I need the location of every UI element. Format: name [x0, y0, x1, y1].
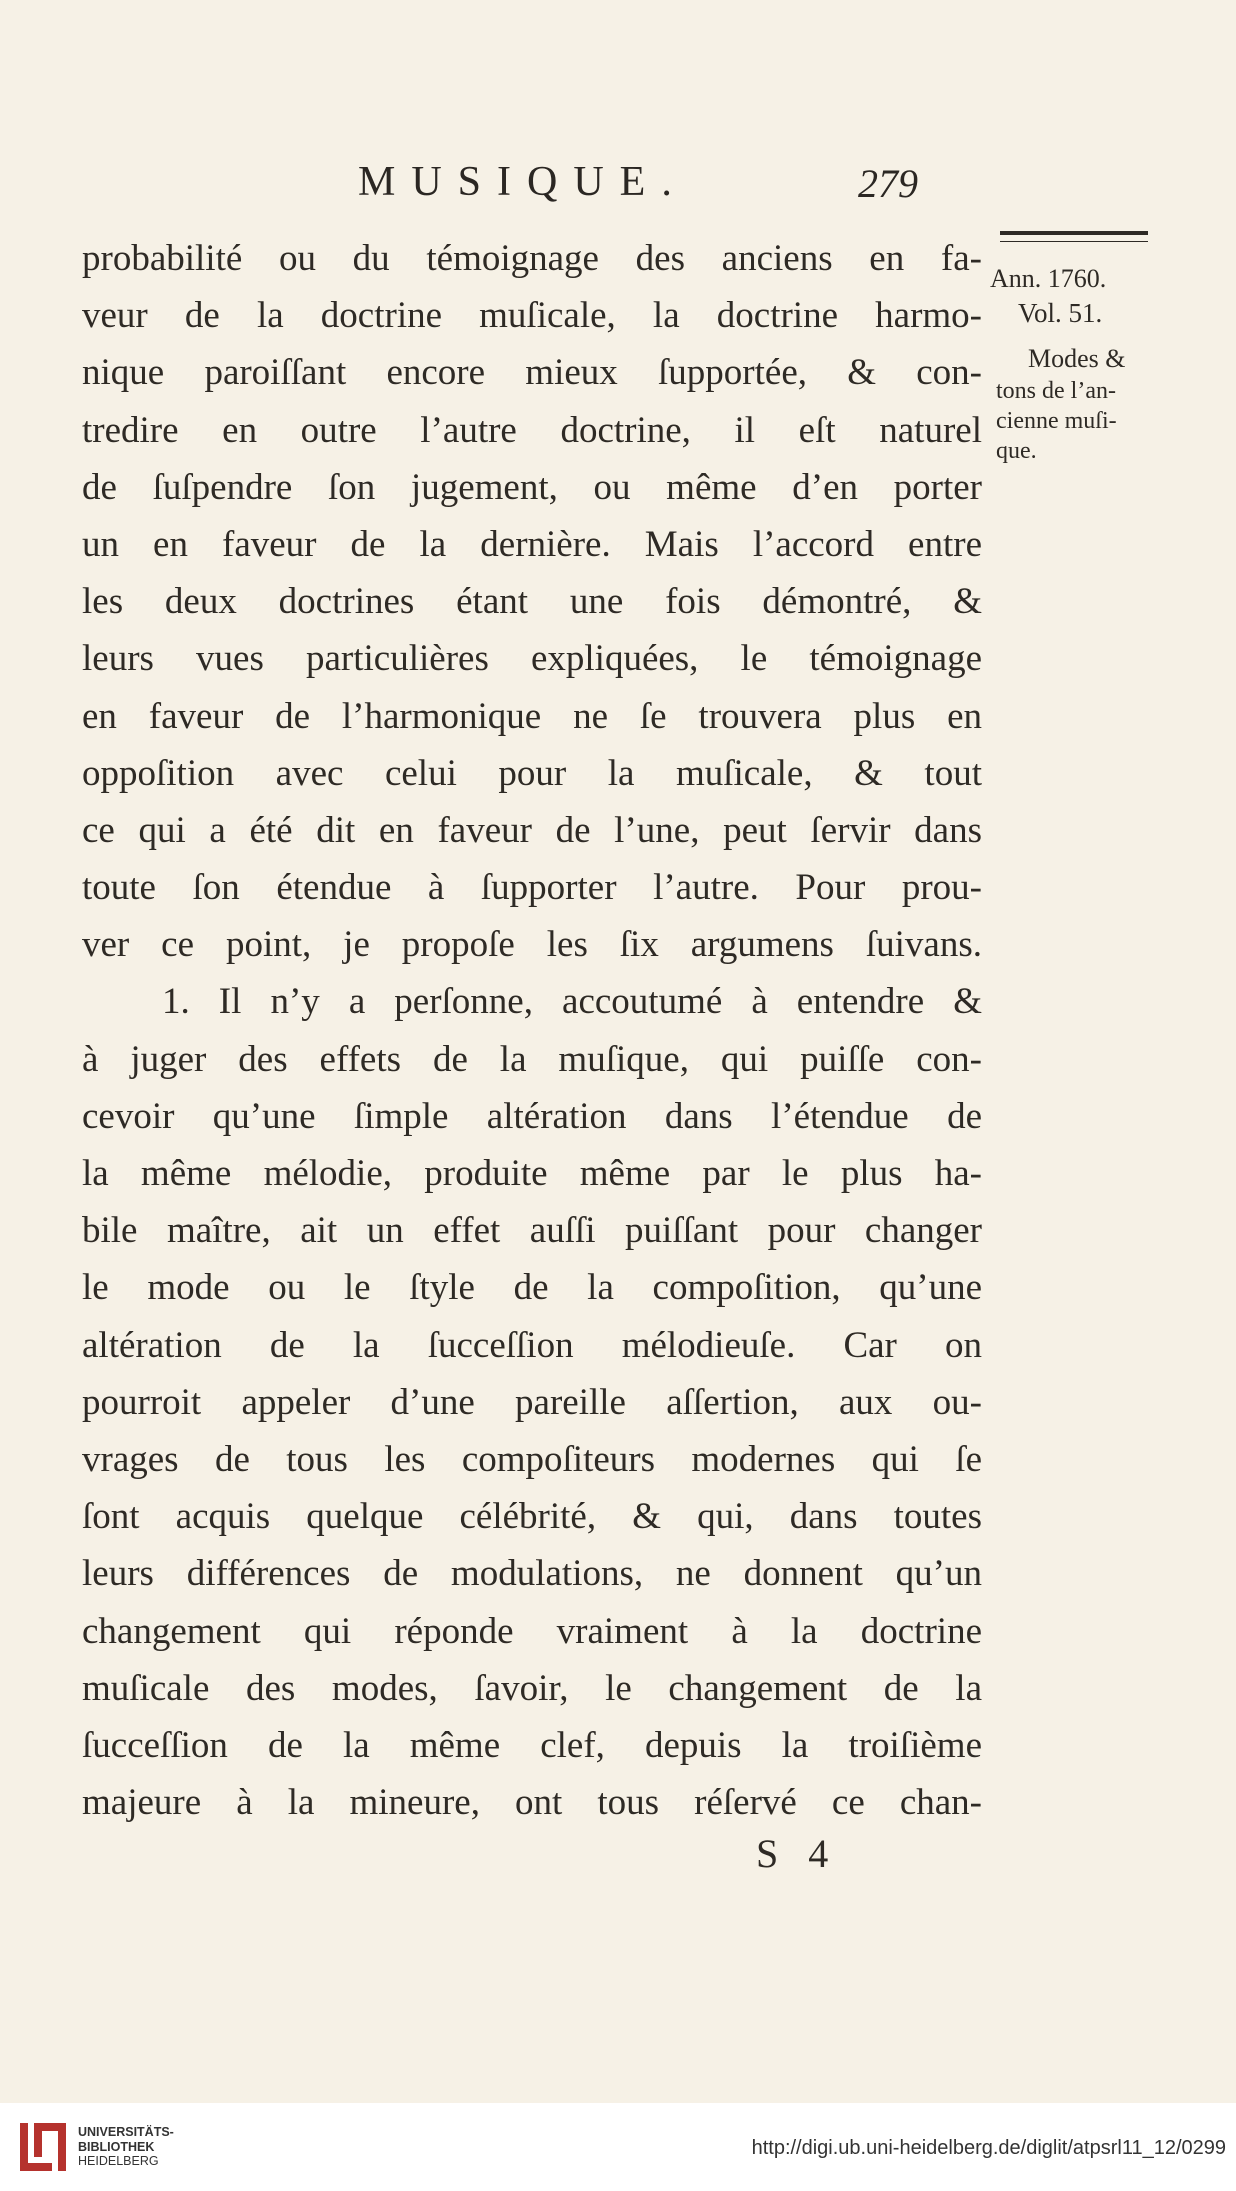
text-line: ver ce point, je propoſe les ſix argumens ſuivans.: [82, 924, 982, 966]
marginal-topic-line: que.: [996, 438, 1037, 464]
text-line: un en faveur de la dernière. Mais l’accord entre: [82, 523, 982, 565]
library-name-line: HEIDELBERG: [78, 2154, 159, 2168]
library-seal-icon: [12, 2117, 70, 2177]
permalink-url[interactable]: http://digi.ub.uni-heidelberg.de/diglit/atpsrl11_12/0299: [751, 2137, 1226, 2159]
text-line: les deux doctrines étant une fois démontré, &: [82, 581, 982, 623]
marginal-topic-line: Modes &: [1028, 344, 1126, 373]
text-line: vrages de tous les compoſiteurs modernes qui ſe: [82, 1438, 982, 1480]
marginal-year: Ann. 1760.: [990, 264, 1107, 293]
text-line: de ſuſpendre ſon jugement, ou même d’en porter: [82, 466, 982, 508]
text-line: tredire en outre l’autre doctrine, il eſt naturel: [82, 409, 982, 451]
text-line: majeure à la mineure, ont tous réſervé ce chan-: [82, 1782, 982, 1824]
text-line: à juger des effets de la muſique, qui puiſſe con-: [82, 1038, 982, 1080]
text-line: toute ſon étendue à ſupporter l’autre. Pour prou-: [82, 867, 982, 909]
text-line: leurs différences de modulations, ne donnent qu’un: [82, 1553, 982, 1595]
library-name-line: UNIVERSITÄTS-: [78, 2125, 174, 2139]
text-line: bile maître, ait un effet auſſi puiſſant pour changer: [82, 1210, 982, 1252]
page-number: 279: [858, 161, 918, 206]
library-logo[interactable]: [12, 2117, 174, 2179]
text-line: ſont acquis quelque célébrité, & qui, dans toutes: [82, 1496, 982, 1538]
marginal-topic-line: tons de l’an-: [996, 378, 1116, 404]
text-line: muſicale des modes, ſavoir, le changement de la: [82, 1667, 982, 1709]
signature-mark: S 4: [756, 1831, 839, 1876]
text-line: altération de la ſucceſſion mélodieuſe. Car on: [82, 1324, 982, 1366]
text-line: changement qui réponde vraiment à la doctrine: [82, 1610, 982, 1652]
text-line: oppoſition avec celui pour la muſicale, & tout: [82, 752, 982, 794]
marginal-volume: Vol. 51.: [1018, 298, 1103, 328]
body-text: [82, 230, 982, 1831]
digitization-footer: [0, 2103, 1236, 2191]
text-line: 1. Il n’y a perſonne, accoutumé à entendre &: [162, 981, 982, 1023]
text-line: nique paroiſſant encore mieux ſupportée, & con-: [82, 352, 982, 394]
text-line: veur de la doctrine muſicale, la doctrine harmo-: [82, 295, 982, 337]
library-name-line: BIBLIOTHEK: [78, 2139, 155, 2154]
page-header: [0, 158, 1236, 208]
text-line: pourroit appeler d’une pareille aſſertion, aux ou-: [82, 1381, 982, 1423]
running-title: MUSIQUE.: [358, 159, 688, 205]
text-line: le mode ou le ſtyle de la compoſition, qu’une: [82, 1267, 982, 1309]
text-line: en faveur de l’harmonique ne ſe trouvera plus en: [82, 695, 982, 737]
marginal-topic-line: cienne muſi-: [996, 408, 1117, 434]
text-line: leurs vues particulières expliquées, le témoignage: [82, 638, 982, 680]
library-name: [78, 2125, 174, 2169]
marginal-note: [990, 262, 1190, 466]
text-line: ſucceſſion de la même clef, depuis la troiſième: [82, 1724, 982, 1766]
text-line: cevoir qu’une ſimple altération dans l’étendue de: [82, 1095, 982, 1137]
text-line: ce qui a été dit en faveur de l’une, peut ſervir dans: [82, 809, 982, 851]
text-line: la même mélodie, produite même par le plus ha-: [82, 1153, 982, 1194]
marginal-rule: [1000, 231, 1148, 242]
text-line: probabilité ou du témoignage des anciens en fa-: [82, 238, 982, 279]
